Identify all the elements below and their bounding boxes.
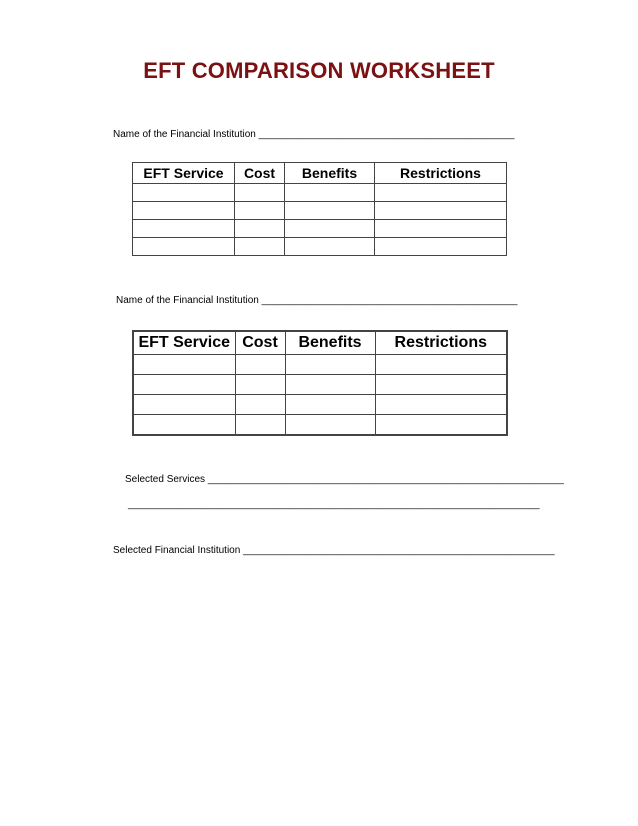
header-cost: Cost [235,331,285,355]
table-row [133,355,507,375]
table-cell[interactable] [235,355,285,375]
table-cell[interactable] [235,184,285,202]
table-cell[interactable] [285,202,375,220]
header-restrictions: Restrictions [375,163,507,184]
table-cell[interactable] [285,375,375,395]
table-cell[interactable] [133,415,235,436]
table-cell[interactable] [133,220,235,238]
table-row [133,202,507,220]
page-title: EFT COMPARISON WORKSHEET [143,58,495,83]
table-cell[interactable] [375,202,507,220]
table-row [133,220,507,238]
table-cell[interactable] [235,238,285,256]
table-row [133,184,507,202]
table-row [133,395,507,415]
header-restrictions: Restrictions [375,331,507,355]
table-cell[interactable] [375,415,507,436]
table-cell[interactable] [285,220,375,238]
table-cell[interactable] [285,238,375,256]
table-cell[interactable] [133,395,235,415]
table-cell[interactable] [133,375,235,395]
header-cost: Cost [235,163,285,184]
table-cell[interactable] [285,184,375,202]
table-cell[interactable] [285,415,375,436]
table-cell[interactable] [375,355,507,375]
table-cell[interactable] [235,220,285,238]
table-row [133,375,507,395]
table-cell[interactable] [285,355,375,375]
table-row [133,415,507,436]
table-cell[interactable] [235,202,285,220]
table-header-row [133,331,507,355]
table-cell[interactable] [375,238,507,256]
table-cell[interactable] [375,395,507,415]
institution-name-field-1[interactable]: Name of the Financial Institution ______________________________________________ [113,129,515,140]
table-row [133,238,507,256]
table-cell[interactable] [133,202,235,220]
institution-name-field-2[interactable]: Name of the Financial Institution ______________________________________________ [116,295,518,306]
selected-services-field[interactable]: Selected Services ________________________________________________________________ [125,474,564,485]
selected-institution-field[interactable]: Selected Financial Institution ________________________________________________________ [113,545,555,556]
table-cell[interactable] [133,184,235,202]
header-eft-service: EFT Service [133,163,235,184]
table-cell[interactable] [133,355,235,375]
table-cell[interactable] [375,375,507,395]
selected-services-field-continued[interactable]: __________________________________________________________________________ [128,499,540,510]
header-benefits: Benefits [285,331,375,355]
header-eft-service: EFT Service [133,331,235,355]
table-cell[interactable] [133,238,235,256]
table-cell[interactable] [235,375,285,395]
comparison-table-2 [132,330,508,436]
comparison-table-1 [132,162,507,256]
table-cell[interactable] [235,415,285,436]
table-cell[interactable] [375,220,507,238]
table-header-row [133,163,507,184]
table-cell[interactable] [375,184,507,202]
header-benefits: Benefits [285,163,375,184]
table-cell[interactable] [235,395,285,415]
table-cell[interactable] [285,395,375,415]
